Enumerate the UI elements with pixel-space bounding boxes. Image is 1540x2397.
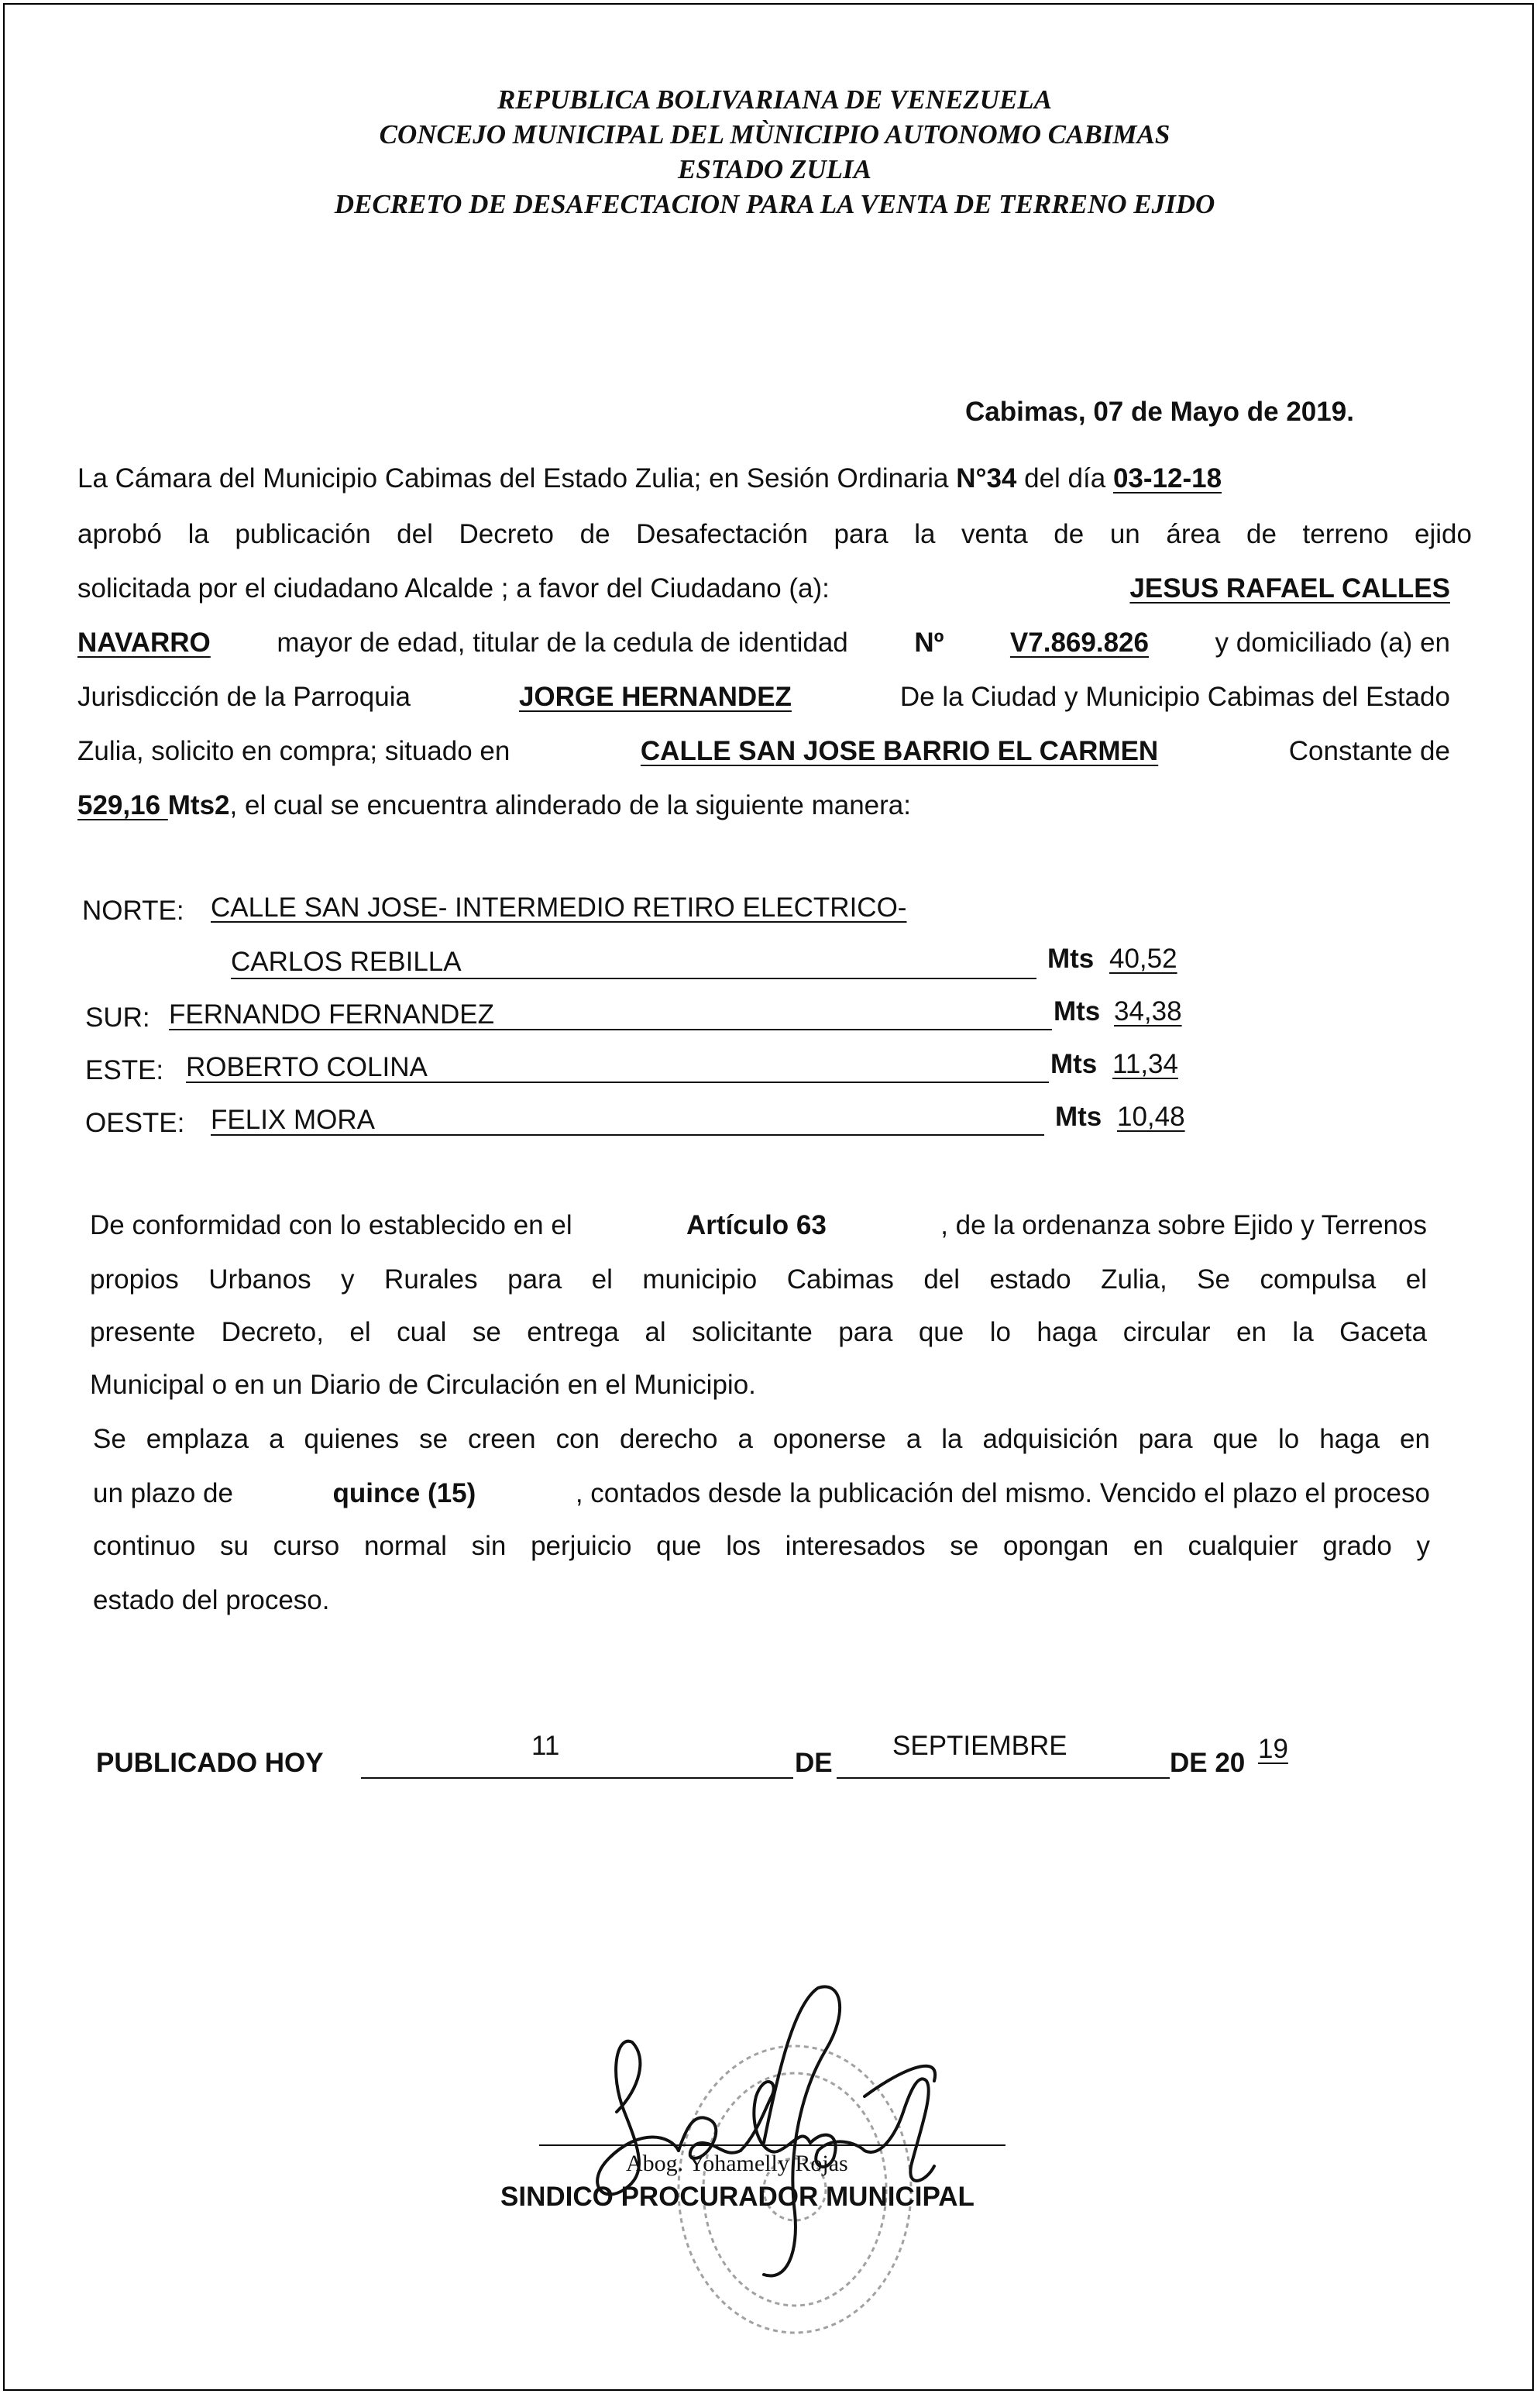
boundary-norte-value-1: CALLE SAN JOSE- INTERMEDIO RETIRO ELECTRICO-	[211, 892, 907, 923]
boundary-sur-line	[169, 1029, 1052, 1030]
published-day-line	[361, 1777, 793, 1779]
sur-mts-value: 34,38	[1114, 996, 1182, 1027]
header-line-1: REPUBLICA BOLIVARIANA DE VENEZUELA	[497, 84, 1053, 115]
boundary-sur-value: FERNANDO FERNANDEZ	[169, 999, 495, 1030]
published-year-suffix: 19	[1258, 1734, 1288, 1764]
boundary-este-label: ESTE:	[85, 1055, 164, 1085]
property-area: 529,16	[77, 790, 168, 820]
published-day: 11	[531, 1731, 560, 1761]
este-mts-label: Mts	[1050, 1049, 1098, 1079]
boundary-este-value: ROBERTO COLINA	[186, 1052, 428, 1082]
norte-mts-value: 40,52	[1109, 944, 1177, 974]
oeste-mts-value: 10,48	[1117, 1102, 1185, 1132]
published-year-prefix: DE 20	[1170, 1748, 1246, 1778]
published-month-line	[837, 1777, 1170, 1779]
document-header	[5, 82, 1540, 222]
boundary-este-line	[186, 1082, 1049, 1083]
boundary-oeste-value: FELIX MORA	[211, 1105, 375, 1135]
body2-line-7: continuo su curso normal sin perjuicio que los interesados se opongan en cualquier grado y	[93, 1531, 1430, 1561]
signature-line	[539, 2144, 1005, 2146]
body2-line-6: un plazo de quince (15) , contados desde la publicación del mismo. Vencido el plazo el proceso	[93, 1478, 1430, 1508]
body-line-5: Jurisdicción de la Parroquia JORGE HERNANDEZ De la Ciudad y Municipio Cabimas del Estado	[77, 682, 1450, 712]
date-line: Cabimas, 07 de Mayo de 2019.	[965, 397, 1354, 427]
body-line-1: La Cámara del Municipio Cabimas del Estado Zulia; en Sesión Ordinaria N°34 del día 03-12-18	[77, 463, 1222, 494]
body2-line-4: Municipal o en un Diario de Circulación en el Municipio.	[90, 1370, 756, 1400]
parish-name: JORGE HERNANDEZ	[518, 682, 792, 712]
body2-line-3: presente Decreto, el cual se entrega al solicitante para que lo haga circular en la Gaceta	[90, 1317, 1427, 1347]
identity-number: V7.869.826	[1009, 628, 1149, 658]
citizen-name-part1: JESUS RAFAEL CALLES	[1129, 573, 1450, 604]
handwritten-signature	[597, 1986, 935, 2275]
article-reference: Artículo 63	[686, 1210, 827, 1240]
citizen-name-part2: NAVARRO	[77, 628, 211, 658]
body2-line-5: Se emplaza a quienes se creen con derecho a oponerse a la adquisición para que lo haga en	[93, 1424, 1430, 1454]
header-line-3: ESTADO ZULIA	[678, 154, 871, 184]
boundary-oeste-label: OESTE:	[85, 1108, 185, 1138]
boundary-norte-label: NORTE:	[82, 896, 184, 926]
published-month: SEPTIEMBRE	[892, 1731, 1067, 1761]
body-line-2: aprobó la publicación del Decreto de Desafectación para la venta de un área de terreno ejido	[77, 519, 1472, 549]
body-line-6: Zulia, solicito en compra; situado en CALLE SAN JOSE BARRIO EL CARMEN Constante de	[77, 736, 1450, 766]
oeste-mts-label: Mts	[1055, 1102, 1102, 1132]
document-page	[3, 3, 1534, 2391]
signatory-name: Abog. Yohamelly Rojas	[626, 2151, 848, 2176]
published-label: PUBLICADO HOY	[96, 1748, 324, 1778]
signatory-title: SINDICO PROCURADOR MUNICIPAL	[500, 2182, 975, 2212]
boundary-oeste-line	[211, 1134, 1044, 1136]
body2-line-2: propios Urbanos y Rurales para el municipio Cabimas del estado Zulia, Se compulsa el	[90, 1264, 1427, 1295]
published-de: DE	[795, 1748, 833, 1778]
header-line-4: DECRETO DE DESAFECTACION PARA LA VENTA DE TERRENO EJIDO	[334, 189, 1215, 219]
body-line-3: solicitada por el ciudadano Alcalde ; a favor del Ciudadano (a): JESUS RAFAEL CALLES	[77, 573, 1450, 604]
body-line-7: 529,16 Mts2, el cual se encuentra alinderado de la siguiente manera:	[77, 790, 911, 820]
header-line-2: CONCEJO MUNICIPAL DEL MÙNICIPIO AUTONOMO CABIMAS	[379, 119, 1170, 150]
boundary-norte-value-2: CARLOS REBILLA	[231, 947, 462, 977]
body-line-4: NAVARRO mayor de edad, titular de la cedula de identidad Nº V7.869.826 y domiciliado (a) en	[77, 628, 1450, 658]
body2-line-1: De conformidad con lo establecido en el Artículo 63 , de la ordenanza sobre Ejido y Terrenos	[90, 1210, 1427, 1240]
session-date: 03-12-18	[1112, 463, 1222, 494]
este-mts-value: 11,34	[1112, 1049, 1178, 1079]
boundary-norte-line	[231, 978, 1036, 979]
boundary-sur-label: SUR:	[85, 1002, 150, 1033]
body2-line-8: estado del proceso.	[93, 1585, 330, 1615]
norte-mts-label: Mts	[1047, 944, 1095, 974]
property-address: CALLE SAN JOSE BARRIO EL CARMEN	[640, 736, 1159, 766]
sur-mts-label: Mts	[1054, 996, 1101, 1027]
term-days: quince (15)	[332, 1478, 476, 1508]
